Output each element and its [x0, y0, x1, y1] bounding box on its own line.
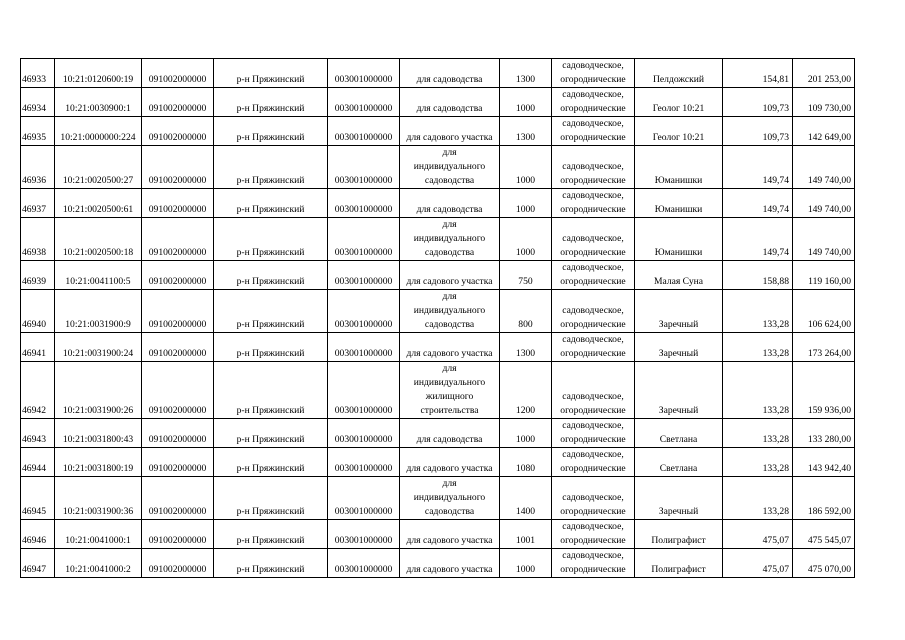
permitted-use-cell	[400, 189, 500, 218]
classifier-code-cell: 003001000000	[328, 261, 400, 290]
category-cell	[552, 520, 635, 549]
category-cell	[552, 419, 635, 448]
permitted-use-cell	[400, 448, 500, 477]
classifier-code-cell: 003001000000	[328, 59, 400, 88]
table-row	[21, 218, 855, 261]
permitted-use-cell	[400, 117, 500, 146]
category-cell	[552, 218, 635, 261]
permitted-use-line: для садового участка	[406, 348, 493, 359]
permitted-use-line: для садового участка	[406, 535, 493, 546]
table-row	[21, 520, 855, 549]
district-cell: р-н Пряжинский	[214, 261, 328, 290]
classifier-code-cell: 003001000000	[328, 88, 400, 117]
row-number-cell: 46944	[21, 448, 55, 477]
specific-value-cell: 133,28	[723, 290, 793, 333]
row-number-cell: 46936	[21, 146, 55, 189]
district-cell: р-н Пряжинский	[214, 88, 328, 117]
okato-code-cell: 091002000000	[142, 117, 214, 146]
area-cell: 800	[500, 290, 552, 333]
permitted-use-cell	[400, 549, 500, 578]
area-cell: 1001	[500, 520, 552, 549]
district-cell: р-н Пряжинский	[214, 520, 328, 549]
category-cell	[552, 88, 635, 117]
cadastral-number-cell: 10:21:0120600:19	[55, 59, 142, 88]
category-line: огороднические	[560, 204, 626, 215]
specific-value-cell: 149,74	[723, 218, 793, 261]
table-row	[21, 146, 855, 189]
cadastral-value-cell: 142 649,00	[793, 117, 855, 146]
category-cell	[552, 117, 635, 146]
table-row	[21, 549, 855, 578]
permitted-use-line: садоводства	[424, 175, 475, 186]
category-line: огороднические	[560, 348, 626, 359]
category-line: садоводческое,	[562, 550, 624, 561]
table-row	[21, 419, 855, 448]
permitted-use-cell	[400, 290, 500, 333]
category-cell	[552, 477, 635, 520]
specific-value-cell: 133,28	[723, 333, 793, 362]
category-line: садоводческое,	[562, 233, 624, 244]
cadastral-value-cell: 149 740,00	[793, 189, 855, 218]
district-cell: р-н Пряжинский	[214, 290, 328, 333]
settlement-cell: Пелдожский	[635, 59, 723, 88]
area-cell: 1000	[500, 88, 552, 117]
category-line: садоводческое,	[562, 262, 624, 273]
cadastral-number-cell: 10:21:0031800:43	[55, 419, 142, 448]
category-line: садоводческое,	[562, 118, 624, 129]
permitted-use-line: жилищного	[425, 391, 474, 402]
cadastral-value-cell: 119 160,00	[793, 261, 855, 290]
row-number-cell: 46937	[21, 189, 55, 218]
classifier-code-cell: 003001000000	[328, 117, 400, 146]
cadastral-value-cell: 475 070,00	[793, 549, 855, 578]
specific-value-cell: 158,88	[723, 261, 793, 290]
permitted-use-cell	[400, 477, 500, 520]
settlement-cell: Светлана	[635, 419, 723, 448]
cadastral-number-cell: 10:21:0031800:19	[55, 448, 142, 477]
settlement-cell: Заречный	[635, 333, 723, 362]
permitted-use-line: садоводства	[424, 247, 475, 258]
specific-value-cell: 109,73	[723, 117, 793, 146]
category-cell	[552, 146, 635, 189]
row-number-cell: 46947	[21, 549, 55, 578]
okato-code-cell: 091002000000	[142, 218, 214, 261]
permitted-use-line: для	[442, 291, 457, 302]
permitted-use-cell	[400, 261, 500, 290]
category-line: огороднические	[560, 434, 626, 445]
table-row	[21, 88, 855, 117]
permitted-use-line: садоводства	[424, 506, 475, 517]
permitted-use-line: для садоводства	[416, 103, 483, 114]
permitted-use-cell	[400, 333, 500, 362]
permitted-use-line: садоводства	[424, 319, 475, 330]
okato-code-cell: 091002000000	[142, 419, 214, 448]
category-cell	[552, 448, 635, 477]
classifier-code-cell: 003001000000	[328, 218, 400, 261]
category-line: садоводческое,	[562, 492, 624, 503]
settlement-cell: Полиграфист	[635, 520, 723, 549]
table-row	[21, 477, 855, 520]
category-cell	[552, 290, 635, 333]
area-cell: 1400	[500, 477, 552, 520]
permitted-use-line: строительства	[420, 405, 479, 416]
cadastral-number-cell: 10:21:0030900:1	[55, 88, 142, 117]
category-cell	[552, 189, 635, 218]
area-cell: 1300	[500, 59, 552, 88]
settlement-cell: Заречный	[635, 290, 723, 333]
category-line: садоводческое,	[562, 521, 624, 532]
settlement-cell: Полиграфист	[635, 549, 723, 578]
cadastral-number-cell: 10:21:0041000:1	[55, 520, 142, 549]
classifier-code-cell: 003001000000	[328, 146, 400, 189]
cadastral-value-cell: 159 936,00	[793, 362, 855, 419]
row-number-cell: 46934	[21, 88, 55, 117]
settlement-cell: Заречный	[635, 362, 723, 419]
okato-code-cell: 091002000000	[142, 88, 214, 117]
district-cell: р-н Пряжинский	[214, 549, 328, 578]
row-number-cell: 46939	[21, 261, 55, 290]
specific-value-cell: 149,74	[723, 189, 793, 218]
permitted-use-cell	[400, 419, 500, 448]
category-line: садоводческое,	[562, 334, 624, 345]
category-line: огороднические	[560, 405, 626, 416]
settlement-cell: Юманишки	[635, 189, 723, 218]
classifier-code-cell: 003001000000	[328, 290, 400, 333]
cadastral-number-cell: 10:21:0041100:5	[55, 261, 142, 290]
permitted-use-cell	[400, 59, 500, 88]
category-line: садоводческое,	[562, 420, 624, 431]
table-row	[21, 290, 855, 333]
cadastral-number-cell: 10:21:0031900:26	[55, 362, 142, 419]
permitted-use-line: для садоводства	[416, 204, 483, 215]
classifier-code-cell: 003001000000	[328, 419, 400, 448]
area-cell: 1300	[500, 117, 552, 146]
permitted-use-line: индивидуального	[413, 161, 486, 172]
district-cell: р-н Пряжинский	[214, 362, 328, 419]
specific-value-cell: 475,07	[723, 520, 793, 549]
category-line: огороднические	[560, 506, 626, 517]
row-number-cell: 46945	[21, 477, 55, 520]
category-line: садоводческое,	[562, 89, 624, 100]
category-line: садоводческое,	[562, 161, 624, 172]
category-line: огороднические	[560, 132, 626, 143]
area-cell: 1080	[500, 448, 552, 477]
cadastral-value-cell: 173 264,00	[793, 333, 855, 362]
settlement-cell: Геолог 10:21	[635, 88, 723, 117]
cadastral-number-cell: 10:21:0041000:2	[55, 549, 142, 578]
row-number-cell: 46943	[21, 419, 55, 448]
specific-value-cell: 133,28	[723, 448, 793, 477]
row-number-cell: 46938	[21, 218, 55, 261]
permitted-use-line: для садового участка	[406, 564, 493, 575]
table-body	[21, 59, 855, 578]
settlement-cell: Заречный	[635, 477, 723, 520]
row-number-cell: 46946	[21, 520, 55, 549]
category-cell	[552, 362, 635, 419]
permitted-use-line: для садового участка	[406, 463, 493, 474]
specific-value-cell: 133,28	[723, 362, 793, 419]
settlement-cell: Юманишки	[635, 146, 723, 189]
row-number-cell: 46935	[21, 117, 55, 146]
okato-code-cell: 091002000000	[142, 146, 214, 189]
table-row	[21, 117, 855, 146]
table-row	[21, 362, 855, 419]
settlement-cell: Юманишки	[635, 218, 723, 261]
table-row	[21, 189, 855, 218]
permitted-use-cell	[400, 362, 500, 419]
district-cell: р-н Пряжинский	[214, 146, 328, 189]
classifier-code-cell: 003001000000	[328, 189, 400, 218]
cadastral-value-cell: 186 592,00	[793, 477, 855, 520]
category-cell	[552, 549, 635, 578]
permitted-use-cell	[400, 520, 500, 549]
classifier-code-cell: 003001000000	[328, 333, 400, 362]
district-cell: р-н Пряжинский	[214, 218, 328, 261]
permitted-use-line: для садового участка	[406, 132, 493, 143]
district-cell: р-н Пряжинский	[214, 117, 328, 146]
category-line: огороднические	[560, 103, 626, 114]
specific-value-cell: 149,74	[723, 146, 793, 189]
permitted-use-cell	[400, 218, 500, 261]
category-line: садоводческое,	[562, 305, 624, 316]
category-line: садоводческое,	[562, 449, 624, 460]
category-line: садоводческое,	[562, 60, 624, 71]
area-cell: 1000	[500, 549, 552, 578]
category-line: огороднические	[560, 276, 626, 287]
row-number-cell: 46942	[21, 362, 55, 419]
land-plots-table	[20, 58, 855, 578]
area-cell: 1200	[500, 362, 552, 419]
cadastral-number-cell: 10:21:0020500:18	[55, 218, 142, 261]
category-line: огороднические	[560, 319, 626, 330]
classifier-code-cell: 003001000000	[328, 549, 400, 578]
okato-code-cell: 091002000000	[142, 261, 214, 290]
cadastral-value-cell: 133 280,00	[793, 419, 855, 448]
classifier-code-cell: 003001000000	[328, 520, 400, 549]
classifier-code-cell: 003001000000	[328, 477, 400, 520]
permitted-use-line: для	[442, 363, 457, 374]
permitted-use-cell	[400, 146, 500, 189]
district-cell: р-н Пряжинский	[214, 189, 328, 218]
cadastral-value-cell: 106 624,00	[793, 290, 855, 333]
settlement-cell: Геолог 10:21	[635, 117, 723, 146]
area-cell: 1000	[500, 419, 552, 448]
permitted-use-line: для	[442, 219, 457, 230]
table-row	[21, 333, 855, 362]
row-number-cell: 46940	[21, 290, 55, 333]
category-line: огороднические	[560, 74, 626, 85]
permitted-use-line: индивидуального	[413, 305, 486, 316]
classifier-code-cell: 003001000000	[328, 362, 400, 419]
district-cell: р-н Пряжинский	[214, 419, 328, 448]
cadastral-number-cell: 10:21:0031900:36	[55, 477, 142, 520]
settlement-cell: Светлана	[635, 448, 723, 477]
permitted-use-line: индивидуального	[413, 492, 486, 503]
okato-code-cell: 091002000000	[142, 59, 214, 88]
district-cell: р-н Пряжинский	[214, 477, 328, 520]
row-number-cell: 46941	[21, 333, 55, 362]
category-line: садоводческое,	[562, 391, 624, 402]
table-row	[21, 261, 855, 290]
settlement-cell: Малая Суна	[635, 261, 723, 290]
area-cell: 1000	[500, 218, 552, 261]
classifier-code-cell: 003001000000	[328, 448, 400, 477]
table-row	[21, 448, 855, 477]
district-cell: р-н Пряжинский	[214, 333, 328, 362]
table-row	[21, 59, 855, 88]
specific-value-cell: 475,07	[723, 549, 793, 578]
okato-code-cell: 091002000000	[142, 477, 214, 520]
okato-code-cell: 091002000000	[142, 290, 214, 333]
row-number-cell: 46933	[21, 59, 55, 88]
specific-value-cell: 133,28	[723, 419, 793, 448]
specific-value-cell: 133,28	[723, 477, 793, 520]
permitted-use-line: для садового участка	[406, 276, 493, 287]
district-cell: р-н Пряжинский	[214, 448, 328, 477]
cadastral-number-cell: 10:21:0031900:24	[55, 333, 142, 362]
cadastral-number-cell: 10:21:0020500:27	[55, 146, 142, 189]
okato-code-cell: 091002000000	[142, 520, 214, 549]
area-cell: 1000	[500, 189, 552, 218]
cadastral-value-cell: 149 740,00	[793, 146, 855, 189]
okato-code-cell: 091002000000	[142, 333, 214, 362]
permitted-use-line: для	[442, 478, 457, 489]
cadastral-value-cell: 201 253,00	[793, 59, 855, 88]
category-line: огороднические	[560, 175, 626, 186]
cadastral-number-cell: 10:21:0031900:9	[55, 290, 142, 333]
cadastral-value-cell: 143 942,40	[793, 448, 855, 477]
cadastral-number-cell: 10:21:0000000:224	[55, 117, 142, 146]
category-line: огороднические	[560, 463, 626, 474]
okato-code-cell: 091002000000	[142, 549, 214, 578]
permitted-use-line: для садоводства	[416, 434, 483, 445]
category-line: садоводческое,	[562, 190, 624, 201]
cadastral-value-cell: 475 545,07	[793, 520, 855, 549]
category-line: огороднические	[560, 247, 626, 258]
cadastral-value-cell: 109 730,00	[793, 88, 855, 117]
category-cell	[552, 333, 635, 362]
specific-value-cell: 109,73	[723, 88, 793, 117]
cadastral-value-cell: 149 740,00	[793, 218, 855, 261]
permitted-use-line: индивидуального	[413, 233, 486, 244]
permitted-use-line: для	[442, 147, 457, 158]
area-cell: 1000	[500, 146, 552, 189]
category-cell	[552, 261, 635, 290]
permitted-use-line: для садоводства	[416, 74, 483, 85]
specific-value-cell: 154,81	[723, 59, 793, 88]
district-cell: р-н Пряжинский	[214, 59, 328, 88]
category-line: огороднические	[560, 564, 626, 575]
okato-code-cell: 091002000000	[142, 448, 214, 477]
area-cell: 1300	[500, 333, 552, 362]
cadastral-number-cell: 10:21:0020500:61	[55, 189, 142, 218]
category-line: огороднические	[560, 535, 626, 546]
okato-code-cell: 091002000000	[142, 189, 214, 218]
area-cell: 750	[500, 261, 552, 290]
permitted-use-cell	[400, 88, 500, 117]
category-cell	[552, 59, 635, 88]
okato-code-cell: 091002000000	[142, 362, 214, 419]
permitted-use-line: индивидуального	[413, 377, 486, 388]
